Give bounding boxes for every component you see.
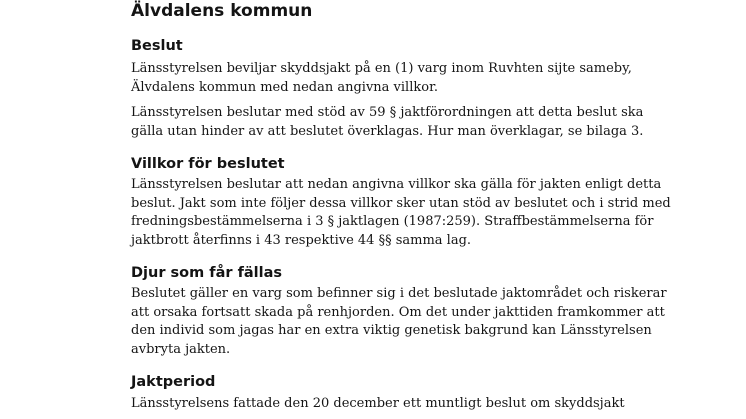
- text-line: beslut. Jakt som inte följer dessa villkor sker utan stöd av beslutet och i strid med: [131, 195, 671, 211]
- text-line: Länsstyrelsen beviljar skyddsjakt på en (1) varg inom Ruvhten sijte sameby,: [131, 61, 632, 76]
- text-line: att orsaka fortsatt skada på renhjorden. Om det under jakttiden framkommer att: [131, 304, 665, 320]
- section-heading-beslut: Beslut: [131, 38, 183, 54]
- paragraph-beslut-1: [131, 60, 691, 97]
- paragraph-djur-1: [131, 285, 691, 359]
- text-line: gälla utan hinder av att beslutet överklagas. Hur man överklagar, se bilaga 3.: [131, 123, 644, 139]
- document-title: Älvdalens kommun: [131, 1, 313, 21]
- text-line: Älvdalens kommun med nedan angivna villkor.: [131, 79, 438, 95]
- text-line: fredningsbestämmelserna i 3 § jaktlagen (1987:259). Straffbestämmelserna för: [131, 214, 654, 229]
- text-line: Länsstyrelsens fattade den 20 december ett muntligt beslut om skyddsjakt: [131, 396, 625, 411]
- section-heading-villkor: Villkor för beslutet: [131, 156, 285, 172]
- text-line: Länsstyrelsen beslutar att nedan angivna villkor ska gälla för jakten enligt detta: [131, 177, 662, 192]
- text-line: jaktbrott återfinns i 43 respektive 44 §§ samma lag.: [131, 232, 472, 248]
- paragraph-jaktperiod-1: [131, 395, 691, 414]
- section-heading-djur: Djur som får fällas: [131, 265, 283, 281]
- text-line: avbryta jakten.: [131, 341, 231, 357]
- paragraph-beslut-2: [131, 104, 691, 141]
- paragraph-villkor-1: [131, 176, 691, 250]
- text-line: Länsstyrelsen beslutar med stöd av 59 § jaktförordningen att detta beslut ska: [131, 105, 644, 120]
- text-line: den individ som jagas har en extra viktig genetisk bakgrund kan Länsstyrelsen: [131, 323, 652, 338]
- section-heading-jaktperiod: Jaktperiod: [131, 374, 216, 390]
- text-line: Beslutet gäller en varg som befinner sig i det beslutade jaktområdet och riskerar: [131, 286, 667, 301]
